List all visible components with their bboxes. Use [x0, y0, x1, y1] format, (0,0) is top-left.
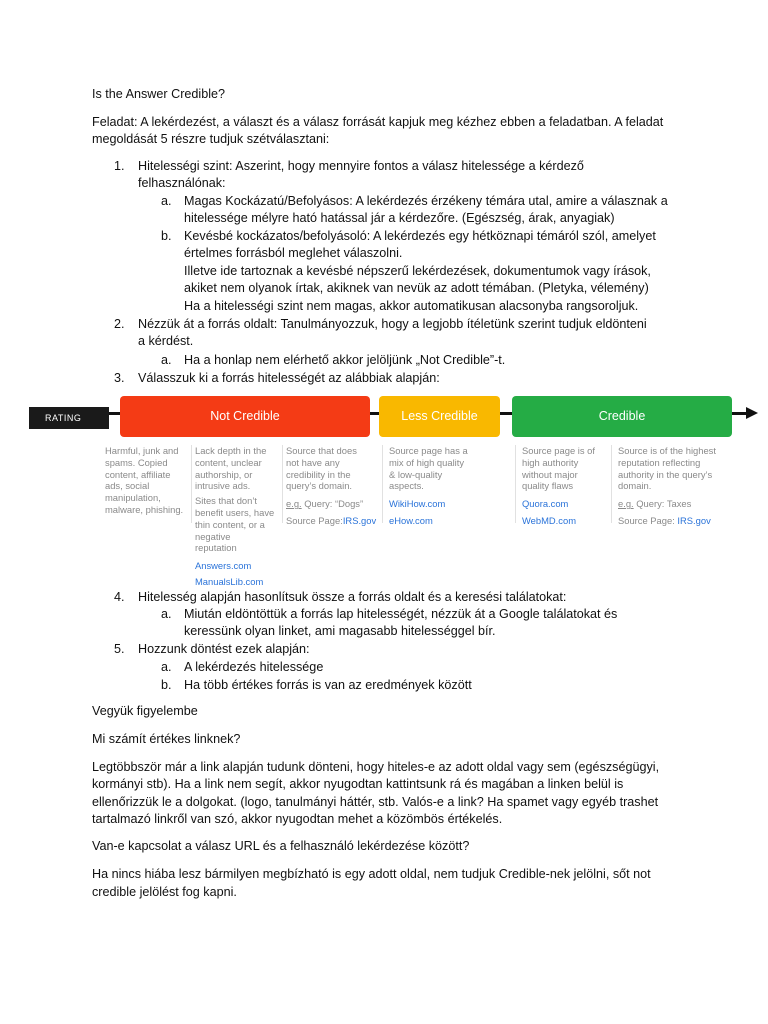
- paragraph-line: credible jelölést fog kapni.: [92, 885, 237, 899]
- paragraph-line: Ha nincs hiába lesz bármilyen megbízható is egy adott oldal, nem tudjuk Credible-nek jelölni, sőt not: [92, 867, 651, 881]
- paragraph-line: ellenőrizzük le a dolgokat. (logo, tanulmányi háttér, stb. Valós-e a link? Ha spamet vagy egyéb trashet: [92, 795, 659, 809]
- section-heading: Vegyük figyelembe: [92, 704, 198, 718]
- list-number: 5.: [114, 642, 125, 656]
- column-divider: [282, 445, 283, 523]
- sub-letter: a.: [161, 194, 172, 208]
- sub-item-text: Miután eldöntöttük a forrás lap hitelességét, nézzük át a Google találatokat és: [184, 607, 618, 621]
- desc-line: spams. Copied: [105, 456, 168, 468]
- example-link-ehow[interactable]: eHow.com: [389, 514, 433, 526]
- source-page-label: Source Page:: [618, 514, 678, 526]
- question-heading: Van-e kapcsolat a válasz URL és a felhasználó lekérdezése között?: [92, 839, 470, 853]
- sub-item-text: értelmes forrásból meglehet válaszolni.: [184, 246, 403, 260]
- desc-line: & low-quality: [389, 468, 443, 480]
- desc-line: intrusive ads.: [195, 480, 251, 492]
- desc-line: benefit users, have: [195, 506, 275, 518]
- desc-line: reputation: [195, 542, 237, 554]
- rating-col-harmful: [105, 445, 183, 516]
- desc-line: content, unclear: [195, 456, 262, 468]
- sub-letter: a.: [161, 607, 172, 621]
- sub-letter: a.: [161, 353, 172, 367]
- sub-item-text: akiket nem olyanok írtak, akiknek van nevük az adott témában. (Pletyka, vélemény): [184, 281, 649, 295]
- list-number: 3.: [114, 371, 125, 385]
- example-link-quora[interactable]: Quora.com: [522, 498, 569, 510]
- desc-line: domain.: [618, 480, 652, 492]
- desc-line: not have any: [286, 456, 340, 468]
- sub-item-text: Ha több értékes forrás is van az eredmények között: [184, 678, 472, 692]
- rating-col-mixed: [389, 445, 468, 532]
- list-number: 1.: [114, 159, 125, 173]
- desc-line: reputation reflecting: [618, 456, 701, 468]
- desc-line: malware, phishing.: [105, 503, 184, 515]
- doc-title: Is the Answer Credible?: [92, 87, 226, 101]
- desc-line: high authority: [522, 456, 579, 468]
- desc-line: aspects.: [389, 480, 424, 492]
- column-divider: [515, 445, 516, 523]
- example-link-manualslib[interactable]: ManualsLib.com: [195, 575, 264, 587]
- desc-line: Lack depth in the: [195, 445, 267, 456]
- credible-segment: Credible: [512, 396, 732, 437]
- desc-line: content, affiliate: [105, 468, 171, 480]
- sub-item-text: hitelessége mélyre ható hatással jár a kérdezőre. (Egészség, árak, anyagiak): [184, 211, 615, 225]
- desc-line: Sites that don’t: [195, 495, 258, 507]
- sub-item-text: Kevésbé kockázatos/befolyásoló: A lekérdezés egy hétköznapi témáról szól, amelyet: [184, 229, 656, 243]
- desc-line: without major: [522, 468, 578, 480]
- example-link-webmd[interactable]: WebMD.com: [522, 514, 577, 526]
- example-source-page: [618, 515, 716, 527]
- desc-line: negative: [195, 530, 231, 542]
- example-query: [618, 498, 716, 510]
- desc-line: Source page has a: [389, 445, 468, 456]
- sub-letter: b.: [161, 678, 172, 692]
- example-query: [286, 498, 376, 510]
- sub-item-text: Ha a hitelességi szint nem magas, akkor automatikusan alacsonyba rangsoroljuk.: [184, 299, 639, 313]
- credibility-rating-figure: [28, 393, 768, 593]
- sub-item-text: Magas Kockázatú/Befolyásos: A lekérdezés érzékeny témára utal, amire a válasznak a: [184, 194, 668, 208]
- desc-line: ads, social: [105, 480, 150, 492]
- eg-query: Query: “Dogs”: [301, 498, 364, 510]
- desc-line: Harmful, junk and: [105, 445, 179, 456]
- eg-prefix: e.g.: [618, 498, 634, 510]
- less-credible-segment: Less Credible: [379, 396, 500, 437]
- column-divider: [191, 445, 192, 523]
- rating-col-highest-reputation: [618, 445, 716, 527]
- list-item-text: Nézzük át a forrás oldalt: Tanulmányozzuk, hogy a legjobb ítéletünk szerint tudjuk eldönteni: [138, 317, 647, 331]
- desc-line: thin content, or a: [195, 518, 265, 530]
- list-item-text: Hitelességi szint: Aszerint, hogy mennyire fontos a válasz hitelessége a kérdező: [138, 159, 584, 173]
- paragraph-line: Legtöbbször már a link alapján tudunk dönteni, hogy hiteles-e az adott oldal vagy sem (egészségügyi,: [92, 760, 660, 774]
- desc-line: manipulation,: [105, 492, 161, 504]
- intro-line: megoldását 5 részre tudjuk szétválasztani:: [92, 132, 330, 146]
- paragraph-line: tartalmazó linkről van szó, akkor nyugodtan mehet a közömbös értékelés.: [92, 812, 503, 826]
- desc-line: Source is of the highest: [618, 445, 716, 456]
- desc-line: mix of high quality: [389, 456, 465, 468]
- arrow-right-icon: [746, 407, 758, 419]
- desc-line: authority in the query’s: [618, 468, 713, 480]
- sub-letter: a.: [161, 660, 172, 674]
- example-link-wikihow[interactable]: WikiHow.com: [389, 498, 446, 510]
- sub-letter: b.: [161, 229, 172, 243]
- desc-line: credibility in the: [286, 468, 351, 480]
- source-page-label: Source Page:: [286, 514, 343, 526]
- list-item-text: felhasználónak:: [138, 176, 226, 190]
- desc-line: quality flaws: [522, 480, 574, 492]
- desc-line: Source that does: [286, 445, 357, 456]
- column-divider: [611, 445, 612, 523]
- sub-item-text: A lekérdezés hitelessége: [184, 660, 324, 674]
- list-number: 4.: [114, 590, 125, 604]
- rating-col-no-credibility: [286, 445, 376, 527]
- column-divider: [382, 445, 383, 523]
- desc-line: query’s domain.: [286, 480, 353, 492]
- sub-item-text: Ha a honlap nem elérhető akkor jelöljünk „Not Credible”-t.: [184, 353, 506, 367]
- desc-line: Source page is of: [522, 445, 595, 456]
- desc-line: authorship, or: [195, 468, 253, 480]
- not-credible-segment: Not Credible: [120, 396, 370, 437]
- list-item-text: Hozzunk döntést ezek alapján:: [138, 642, 310, 656]
- paragraph-line: kormányi stb). Ha a link nem segít, akkor nyugodtan kattintsunk rá és magában a linken belül is: [92, 777, 624, 791]
- example-source-page: [286, 515, 376, 527]
- eg-prefix: e.g.: [286, 498, 302, 510]
- rating-col-lack-depth: [195, 445, 274, 593]
- list-number: 2.: [114, 317, 125, 331]
- list-item-text: a kérdést.: [138, 334, 194, 348]
- list-item-text: Hitelesség alapján hasonlítsuk össze a forrás oldalt és a keresési találatokat:: [138, 590, 567, 604]
- eg-query: Query: Taxes: [633, 498, 692, 510]
- rating-col-high-authority: [522, 445, 595, 532]
- question-heading: Mi számít értékes linknek?: [92, 732, 241, 746]
- source-page-link[interactable]: IRS.gov: [342, 514, 377, 526]
- sub-item-text: Illetve ide tartoznak a kevésbé népszerű lekérdezések, dokumentumok vagy írások,: [184, 264, 651, 278]
- intro-line: Feladat: A lekérdezést, a választ és a válasz forrását kapjuk meg kézhez ebben a feladatban. A feladat: [92, 115, 664, 129]
- list-item-text: Válasszuk ki a forrás hitelességét az alábbiak alapján:: [138, 371, 440, 385]
- rating-label: RATING: [29, 407, 109, 429]
- source-page-link[interactable]: IRS.gov: [677, 514, 711, 526]
- sub-item-text: keressünk olyan linket, ami magasabb hitelességgel bír.: [184, 624, 496, 638]
- example-link-answers[interactable]: Answers.com: [195, 560, 252, 572]
